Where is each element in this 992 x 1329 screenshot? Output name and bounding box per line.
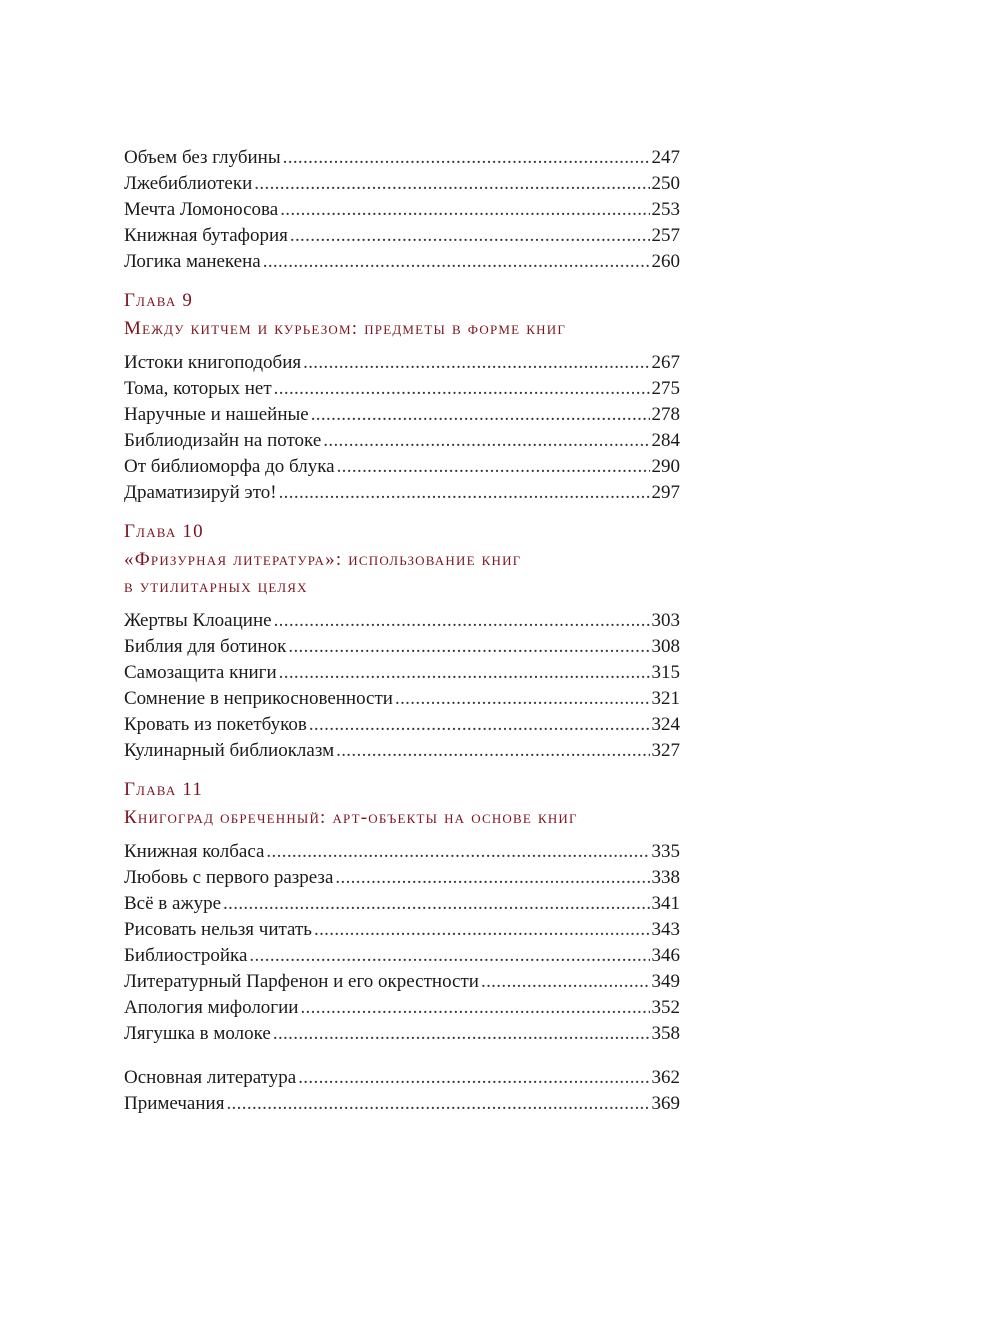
- toc-entry-title: Библия для ботинок: [124, 636, 287, 657]
- toc-entry[interactable]: [124, 686, 680, 712]
- dot-leader: [279, 480, 650, 506]
- dot-leader: [273, 1021, 650, 1047]
- dot-leader: [280, 197, 649, 223]
- toc-entry-title: Рисовать нельзя читать: [124, 919, 312, 940]
- toc-entry[interactable]: [124, 660, 680, 686]
- toc-entry-page: 250: [651, 173, 680, 194]
- toc-entry[interactable]: [124, 969, 680, 995]
- toc-group: [124, 145, 680, 275]
- toc-entry-page: 297: [651, 482, 680, 503]
- dot-leader: [314, 917, 650, 943]
- toc-entry-title: Книжная колбаса: [124, 841, 265, 862]
- chapter-heading[interactable]: [124, 287, 680, 342]
- toc-group: [124, 776, 680, 1047]
- toc-entry-page: 358: [651, 1023, 680, 1044]
- toc-entry[interactable]: [124, 738, 680, 764]
- toc-entry-page: 369: [651, 1093, 680, 1114]
- toc-entry-page: 260: [651, 251, 680, 272]
- dot-leader: [395, 686, 650, 712]
- toc-entry-page: 349: [651, 971, 680, 992]
- toc-entry[interactable]: [124, 1091, 680, 1117]
- toc-entry[interactable]: [124, 943, 680, 969]
- toc-entry-title: Лягушка в молоке: [124, 1023, 271, 1044]
- toc-entry-title: Лжебиблиотеки: [124, 173, 253, 194]
- toc-entry-page: 247: [651, 147, 680, 168]
- chapter-title: Между китчем и курьезом: предметы в форме книг: [124, 318, 567, 339]
- toc-entry[interactable]: [124, 995, 680, 1021]
- toc-entry-page: 341: [651, 893, 680, 914]
- dot-leader: [303, 350, 649, 376]
- dot-leader: [290, 223, 650, 249]
- toc-entry[interactable]: [124, 171, 680, 197]
- toc-entry[interactable]: [124, 197, 680, 223]
- toc-entry-page: 257: [651, 225, 680, 246]
- toc-entry-page: 275: [651, 378, 680, 399]
- dot-leader: [279, 660, 650, 686]
- toc-entry[interactable]: [124, 376, 680, 402]
- toc-entry-page: 303: [651, 610, 680, 631]
- dot-leader: [309, 712, 650, 738]
- toc-entry-title: Объем без глубины: [124, 147, 281, 168]
- toc-entry-page: 324: [651, 714, 680, 735]
- chapter-title-line: в утилитарных целях: [124, 576, 308, 597]
- toc-entry[interactable]: [124, 350, 680, 376]
- toc-entry-title: Самозащита книги: [124, 662, 277, 683]
- toc-entry[interactable]: [124, 223, 680, 249]
- toc-group: [124, 518, 680, 764]
- toc-entry[interactable]: [124, 634, 680, 660]
- toc-entry-title: Кулинарный библиоклазм: [124, 740, 335, 761]
- toc-entry-page: 267: [651, 352, 680, 373]
- dot-leader: [481, 969, 650, 995]
- dot-leader: [254, 171, 649, 197]
- toc-entry[interactable]: [124, 1065, 680, 1091]
- toc-entry-page: 284: [651, 430, 680, 451]
- toc-entry-page: 362: [651, 1067, 680, 1088]
- dot-leader: [266, 839, 649, 865]
- toc-entry[interactable]: [124, 145, 680, 171]
- toc-entry[interactable]: [124, 891, 680, 917]
- toc-entry-title: Мечта Ломоносова: [124, 199, 279, 220]
- toc-entry-page: 278: [651, 404, 680, 425]
- dot-leader: [223, 891, 649, 917]
- toc-entry-title: Библиостройка: [124, 945, 248, 966]
- toc-entry[interactable]: [124, 917, 680, 943]
- toc-entry-page: 321: [651, 688, 680, 709]
- toc-entry-page: 335: [651, 841, 680, 862]
- chapter-title: Книгоград обреченный: арт-объекты на основе книг: [124, 807, 578, 828]
- chapter-number: Глава 11: [124, 779, 204, 800]
- chapter-number: Глава 10: [124, 521, 204, 542]
- dot-leader: [311, 402, 650, 428]
- toc-entry-page: 346: [651, 945, 680, 966]
- chapter-number: Глава 9: [124, 290, 194, 311]
- toc-entry-page: 327: [651, 740, 680, 761]
- toc-entry[interactable]: [124, 454, 680, 480]
- toc-entry[interactable]: [124, 428, 680, 454]
- dot-leader: [274, 376, 650, 402]
- toc-entry-page: 338: [651, 867, 680, 888]
- chapter-title-line: «Фризурная литература»: использование книг: [124, 549, 522, 570]
- toc-entry-title: Библиодизайн на потоке: [124, 430, 322, 451]
- dot-leader: [337, 454, 650, 480]
- toc-entry[interactable]: [124, 608, 680, 634]
- toc-group: [124, 287, 680, 506]
- toc-entry-title: Наручные и нашейные: [124, 404, 309, 425]
- toc-entry-title: Основная литература: [124, 1067, 297, 1088]
- table-of-contents: [124, 145, 680, 1117]
- toc-entry-title: Тома, которых нет: [124, 378, 272, 399]
- toc-entry-title: Примечания: [124, 1093, 225, 1114]
- chapter-heading[interactable]: [124, 518, 680, 600]
- dot-leader: [288, 634, 649, 660]
- toc-entry[interactable]: [124, 839, 680, 865]
- toc-entry[interactable]: [124, 249, 680, 275]
- dot-leader: [300, 995, 649, 1021]
- toc-entry-title: Жертвы Клоацине: [124, 610, 272, 631]
- dot-leader: [226, 1091, 649, 1117]
- toc-entry-title: Всё в ажуре: [124, 893, 222, 914]
- dot-leader: [283, 145, 650, 171]
- toc-entry[interactable]: [124, 712, 680, 738]
- dot-leader: [274, 608, 650, 634]
- toc-entry-title: От библиоморфа до блука: [124, 456, 335, 477]
- toc-group: [124, 1065, 680, 1117]
- toc-entry-title: Истоки книгоподобия: [124, 352, 302, 373]
- toc-entry-title: Книжная бутафория: [124, 225, 288, 246]
- dot-leader: [323, 428, 649, 454]
- toc-entry-title: Любовь с первого разреза: [124, 867, 334, 888]
- toc-entry-page: 290: [651, 456, 680, 477]
- dot-leader: [335, 865, 649, 891]
- toc-entry[interactable]: [124, 402, 680, 428]
- dot-leader: [336, 738, 649, 764]
- toc-entry-page: 315: [651, 662, 680, 683]
- toc-entry[interactable]: [124, 865, 680, 891]
- toc-entry-title: Логика манекена: [124, 251, 261, 272]
- toc-entry[interactable]: [124, 1021, 680, 1047]
- toc-entry-title: Драматизируй это!: [124, 482, 277, 503]
- toc-entry-page: 343: [651, 919, 680, 940]
- toc-entry-page: 253: [651, 199, 680, 220]
- section-spacer: [124, 1047, 680, 1065]
- toc-entry-title: Сомнение в неприкосновенности: [124, 688, 393, 709]
- dot-leader: [263, 249, 650, 275]
- chapter-heading[interactable]: [124, 776, 680, 831]
- toc-entry-title: Литературный Парфенон и его окрестности: [124, 971, 479, 992]
- toc-entry[interactable]: [124, 480, 680, 506]
- toc-entry-page: 352: [651, 997, 680, 1018]
- dot-leader: [298, 1065, 649, 1091]
- dot-leader: [249, 943, 649, 969]
- toc-entry-title: Апология мифологии: [124, 997, 299, 1018]
- toc-entry-title: Кровать из покетбуков: [124, 714, 307, 735]
- toc-entry-page: 308: [651, 636, 680, 657]
